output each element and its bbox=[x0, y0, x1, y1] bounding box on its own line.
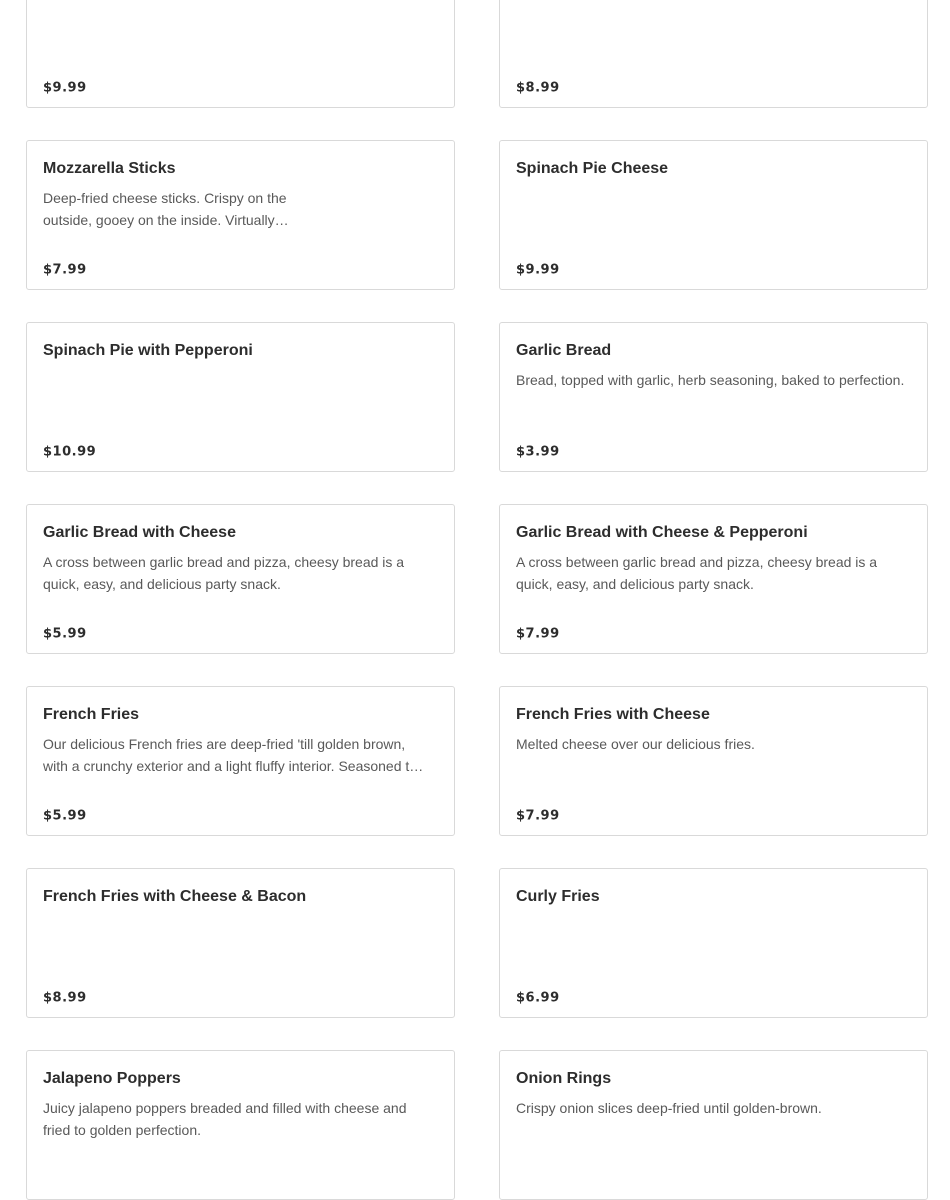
menu-item-card[interactable] bbox=[26, 868, 455, 1018]
menu-item-card[interactable] bbox=[26, 140, 455, 290]
menu-item-card[interactable] bbox=[499, 1050, 928, 1200]
menu-item-price: $6.99 bbox=[516, 990, 560, 1006]
menu-item-card[interactable] bbox=[26, 686, 455, 836]
menu-item-price: $5.99 bbox=[43, 626, 87, 642]
menu-item-price: $10.99 bbox=[43, 444, 97, 460]
menu-item-name: Mozzarella Sticks bbox=[43, 160, 176, 177]
menu-item-description: Deep-fried cheese sticks. Crispy on the outside, gooey on the inside. Virtually… bbox=[43, 190, 289, 228]
menu-item-card[interactable] bbox=[26, 1050, 455, 1200]
menu-item-name: French Fries with Cheese bbox=[516, 706, 710, 723]
menu-item-card[interactable] bbox=[499, 140, 928, 290]
menu-item-price: $8.99 bbox=[516, 80, 560, 96]
menu-item-card[interactable] bbox=[499, 322, 928, 472]
menu-item-card[interactable] bbox=[499, 0, 928, 108]
menu-item-price: $9.99 bbox=[516, 262, 560, 278]
menu-item-description: A cross between garlic bread and pizza, cheesy bread is a quick, easy, and delicious party snack. bbox=[516, 554, 878, 592]
menu-item-card[interactable] bbox=[499, 504, 928, 654]
menu-item-description: Our delicious French fries are deep-fried 'till golden brown, with a crunchy exterior and a light fluffy interior. Seasoned t… bbox=[43, 736, 424, 774]
menu-item-name: French Fries with Cheese & Bacon bbox=[43, 888, 307, 905]
menu-item-price: $7.99 bbox=[516, 626, 560, 642]
menu-item-price: $3.99 bbox=[516, 444, 560, 460]
menu-item-name: Jalapeno Poppers bbox=[43, 1070, 181, 1087]
menu-item-price: $9.99 bbox=[43, 80, 87, 96]
menu-item-description: Bread, topped with garlic, herb seasoning, baked to perfection. bbox=[516, 372, 905, 388]
menu-item-card[interactable] bbox=[26, 504, 455, 654]
menu-item-description: Crispy onion slices deep-fried until golden-brown. bbox=[516, 1100, 822, 1116]
menu-item-name: Garlic Bread bbox=[516, 342, 612, 359]
menu-item-name: Curly Fries bbox=[516, 888, 600, 905]
menu-item-name: Spinach Pie Cheese bbox=[516, 160, 669, 177]
menu-item-price: $7.99 bbox=[516, 808, 560, 824]
menu-item-card[interactable] bbox=[499, 686, 928, 836]
menu-item-card[interactable] bbox=[26, 0, 455, 108]
menu-items-grid bbox=[26, 0, 928, 1200]
menu-item-description: Juicy jalapeno poppers breaded and filled with cheese and fried to golden perfection. bbox=[43, 1100, 407, 1138]
menu-item-name: Garlic Bread with Cheese & Pepperoni bbox=[516, 524, 808, 541]
menu-item-name: Onion Rings bbox=[516, 1070, 612, 1087]
menu-item-price: $7.99 bbox=[43, 262, 87, 278]
menu-item-card[interactable] bbox=[26, 322, 455, 472]
menu-item-price: $8.99 bbox=[43, 990, 87, 1006]
menu-item-price: $5.99 bbox=[43, 808, 87, 824]
menu-item-card[interactable] bbox=[499, 868, 928, 1018]
menu-item-name: Spinach Pie with Pepperoni bbox=[43, 342, 253, 359]
menu-item-description: A cross between garlic bread and pizza, cheesy bread is a quick, easy, and delicious party snack. bbox=[43, 554, 405, 592]
menu-item-name: Garlic Bread with Cheese bbox=[43, 524, 236, 541]
menu-item-name: French Fries bbox=[43, 706, 140, 723]
menu-item-description: Melted cheese over our delicious fries. bbox=[516, 736, 755, 752]
